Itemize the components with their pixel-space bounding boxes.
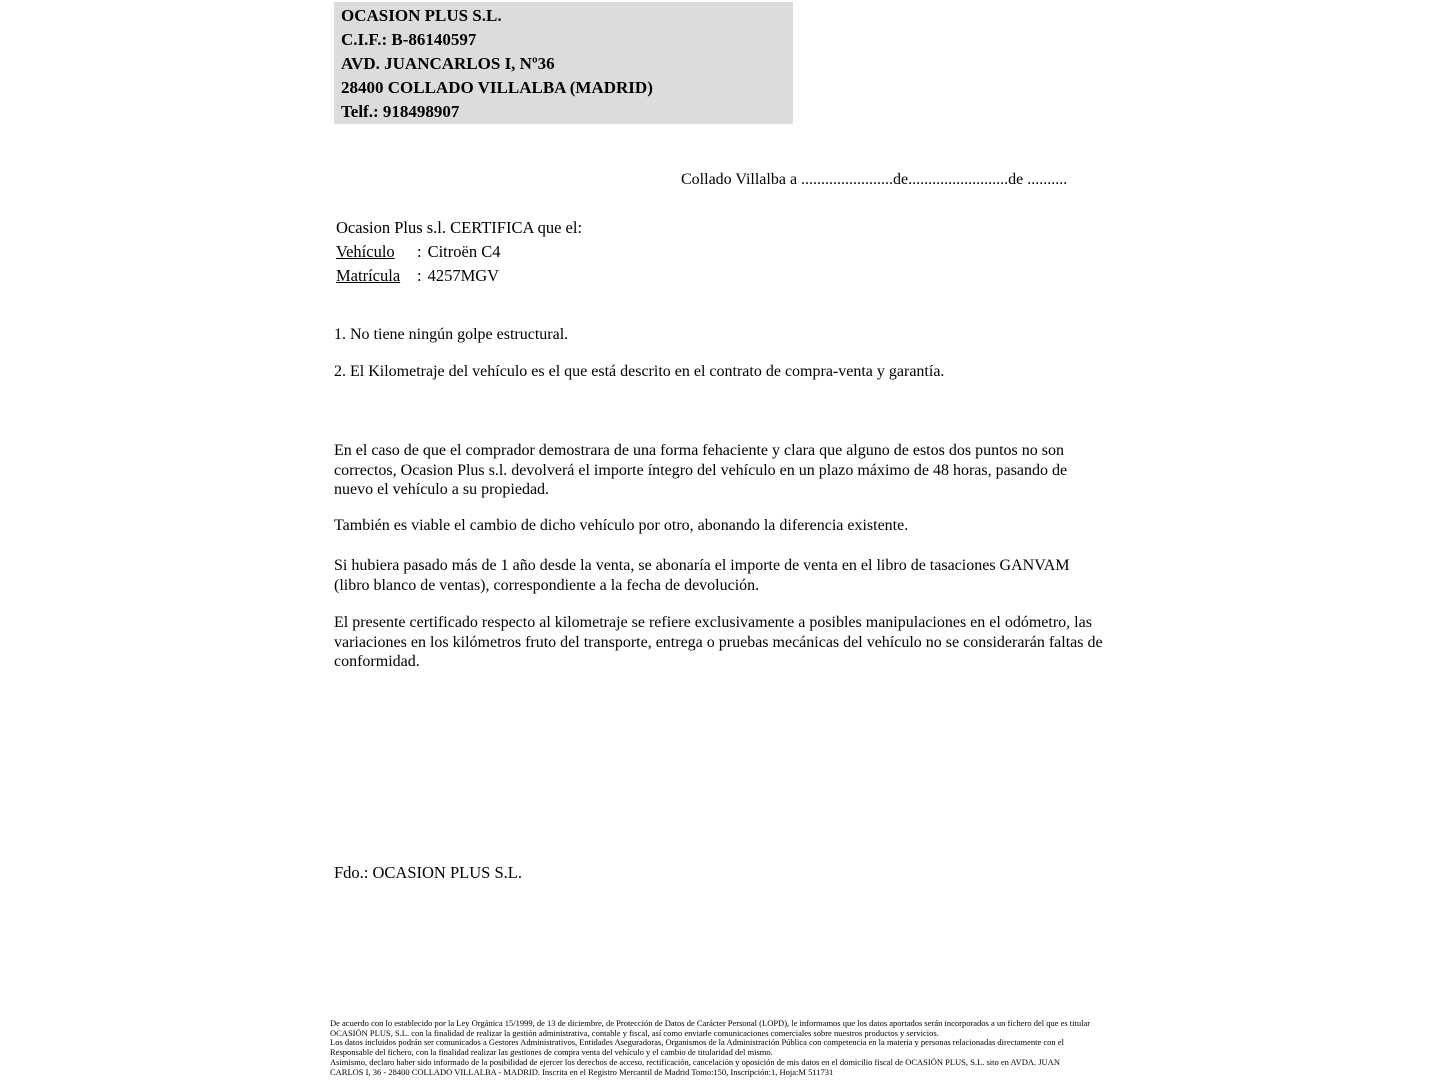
exchange-paragraph: También es viable el cambio de dicho vehículo por otro, abonando la diferencia existente. — [334, 517, 909, 534]
plate-field-row — [336, 264, 582, 288]
vehicle-label: Vehículo — [336, 242, 395, 261]
plate-separator: : — [417, 266, 422, 285]
vehicle-value: Citroën C4 — [427, 242, 501, 261]
legal-footer-line: OCASIÓN PLUS, S.L. con la finalidad de realizar la gestión administrativa, contable y fiscal, así como enviarle comunicaciones comerciales sobre nuestros productos y servicios. — [330, 1027, 939, 1038]
certificate-block — [336, 216, 582, 288]
vehicle-field-row — [336, 240, 582, 264]
legal-footer-line: Los datos incluidos podrán ser comunicados a Gestores Administrativos, Entidades Aseguradoras, Organismos de la Administración Pública con competencia en la materia y personas relacionadas directamente con el — [330, 1037, 1064, 1048]
vehicle-separator: : — [417, 242, 422, 261]
ganvam-paragraph: Si hubiera pasado más de 1 año desde la venta, se abonaría el importe de venta en el libro de tasaciones GANVAM (libro blanco de ventas), correspondiente a la fecha de devolución. — [334, 557, 1070, 594]
certificate-intro: Ocasion Plus s.l. CERTIFICA que el: — [336, 218, 583, 237]
odometer-paragraph: El presente certificado respecto al kilometraje se refiere exclusivamente a posibles manipulaciones en el odómetro, las variaciones en los kilómetros fruto del transporte, entrega o pruebas mecánicas del vehículo no se considerarán faltas de conformidad. — [334, 614, 1103, 671]
company-city: 28400 COLLADO VILLALBA (MADRID) — [341, 78, 653, 97]
company-phone: Telf.: 918498907 — [341, 102, 460, 121]
legal-footer-line: Asimismo, declaro haber sido informado de la posibilidad de ejercer los derechos de acceso, rectificación, cancelación y oposición de mis datos en el domicilio fiscal de OCASIÓN PLUS, S.L. sito en AVDA. JUAN — [330, 1056, 1060, 1067]
legal-footer-line: CARLOS I, 36 - 28400 COLLADO VILLALBA - MADRID. Inscrita en el Registro Mercantil de Madrid Tomo:150, Inscripción:1, Hoja:M 511731 — [330, 1066, 834, 1077]
legal-footer-line: Responsable del fichero, con la finalidad realizar las gestiones de compra venta del vehículo y el cambio de titularidad del mismo. — [330, 1047, 773, 1058]
date-line: Collado Villalba a .......................de.........................de .......... — [681, 171, 1068, 188]
legal-footer — [330, 1019, 1090, 1077]
certified-point-2: 2. El Kilometraje del vehículo es el que está descrito en el contrato de compra-venta y garantía. — [334, 363, 945, 380]
signature-line: Fdo.: OCASION PLUS S.L. — [334, 863, 522, 882]
company-header-box — [334, 2, 793, 124]
plate-label: Matrícula — [336, 266, 401, 285]
certified-point-1: 1. No tiene ningún golpe estructural. — [334, 326, 569, 343]
company-address: AVD. JUANCARLOS I, Nº36 — [341, 54, 555, 73]
plate-value: 4257MGV — [427, 266, 500, 285]
company-name: OCASION PLUS S.L. — [341, 6, 502, 25]
refund-paragraph: En el caso de que el comprador demostrara de una forma fehaciente y clara que alguno de estos dos puntos no son correctos, Ocasion Plus s.l. devolverá el importe íntegro del vehículo en un plazo máximo de 48 horas, pasando de nuevo el vehículo a su propiedad. — [334, 442, 1068, 499]
legal-footer-line: De acuerdo con lo establecido por la Ley Orgánica 15/1999, de 13 de diciembre, de Protección de Datos de Carácter Personal (LOPD), le informamos que los datos aportados serán incorporados a un fichero del que es titular — [330, 1018, 1091, 1028]
company-cif: C.I.F.: B-86140597 — [341, 30, 477, 49]
